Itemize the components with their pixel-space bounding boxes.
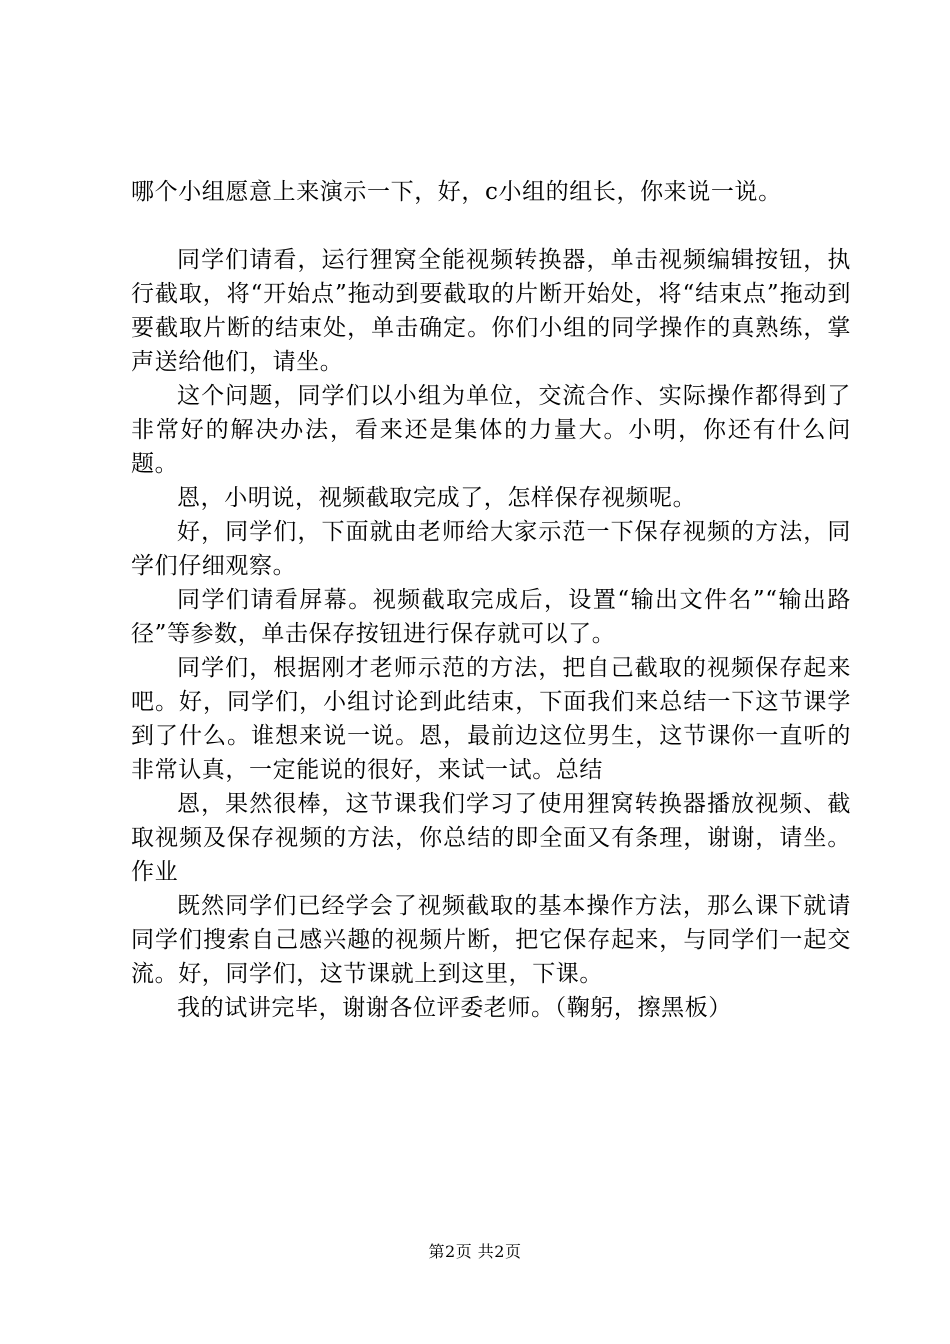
page-number-footer: 第2页 共2页 — [428, 1242, 522, 1261]
paragraph-1: 哪个小组愿意上来演示一下，好，c小组的组长，你来说一说。 — [131, 179, 782, 205]
paragraph-9: 既然同学们已经学会了视频截取的基本操作方法，那么课下就请同学们搜索自己感兴趣的视频片断，把它保存起来，与同学们一起交流。好，同学们，这节课就上到这里，下课。 — [131, 893, 851, 987]
paragraph-5: 好，同学们，下面就由老师给大家示范一下保存视频的方法，同学们仔细观察。 — [131, 519, 851, 579]
paragraph-2: 同学们请看，运行狸窝全能视频转换器，单击视频编辑按钮，执行截取，将“开始点”拖动到要截取的片断开始处，将“结束点”拖动到要截取片断的结束处，单击确定。你们小组的同学操作的真熟练，掌声送给他们，请坐。 — [131, 247, 851, 375]
paragraph-8: 恩，果然很棒，这节课我们学习了使用狸窝转换器播放视频、截取视频及保存视频的方法，你总结的即全面又有条理，谢谢，请坐。作业 — [131, 791, 851, 885]
paragraph-4: 恩，小明说，视频截取完成了，怎样保存视频呢。 — [177, 485, 697, 511]
document-body — [131, 175, 851, 1025]
paragraph-6: 同学们请看屏幕。视频截取完成后，设置“输出文件名”“输出路径”等参数，单击保存按钮进行保存就可以了。 — [131, 587, 851, 647]
paragraph-7: 同学们，根据刚才老师示范的方法，把自己截取的视频保存起来吧。好，同学们，小组讨论到此结束，下面我们来总结一下这节课学到了什么。谁想来说一说。恩，最前边这位男生，这节课你一直听的非常认真，一定能说的很好，来试一试。总结 — [131, 655, 851, 783]
paragraph-10: 我的试讲完毕，谢谢各位评委老师。（鞠躬，擦黑板） — [177, 995, 732, 1021]
paragraph-3: 这个问题，同学们以小组为单位，交流合作、实际操作都得到了非常好的解决办法，看来还是集体的力量大。小明，你还有什么问题。 — [131, 383, 851, 477]
